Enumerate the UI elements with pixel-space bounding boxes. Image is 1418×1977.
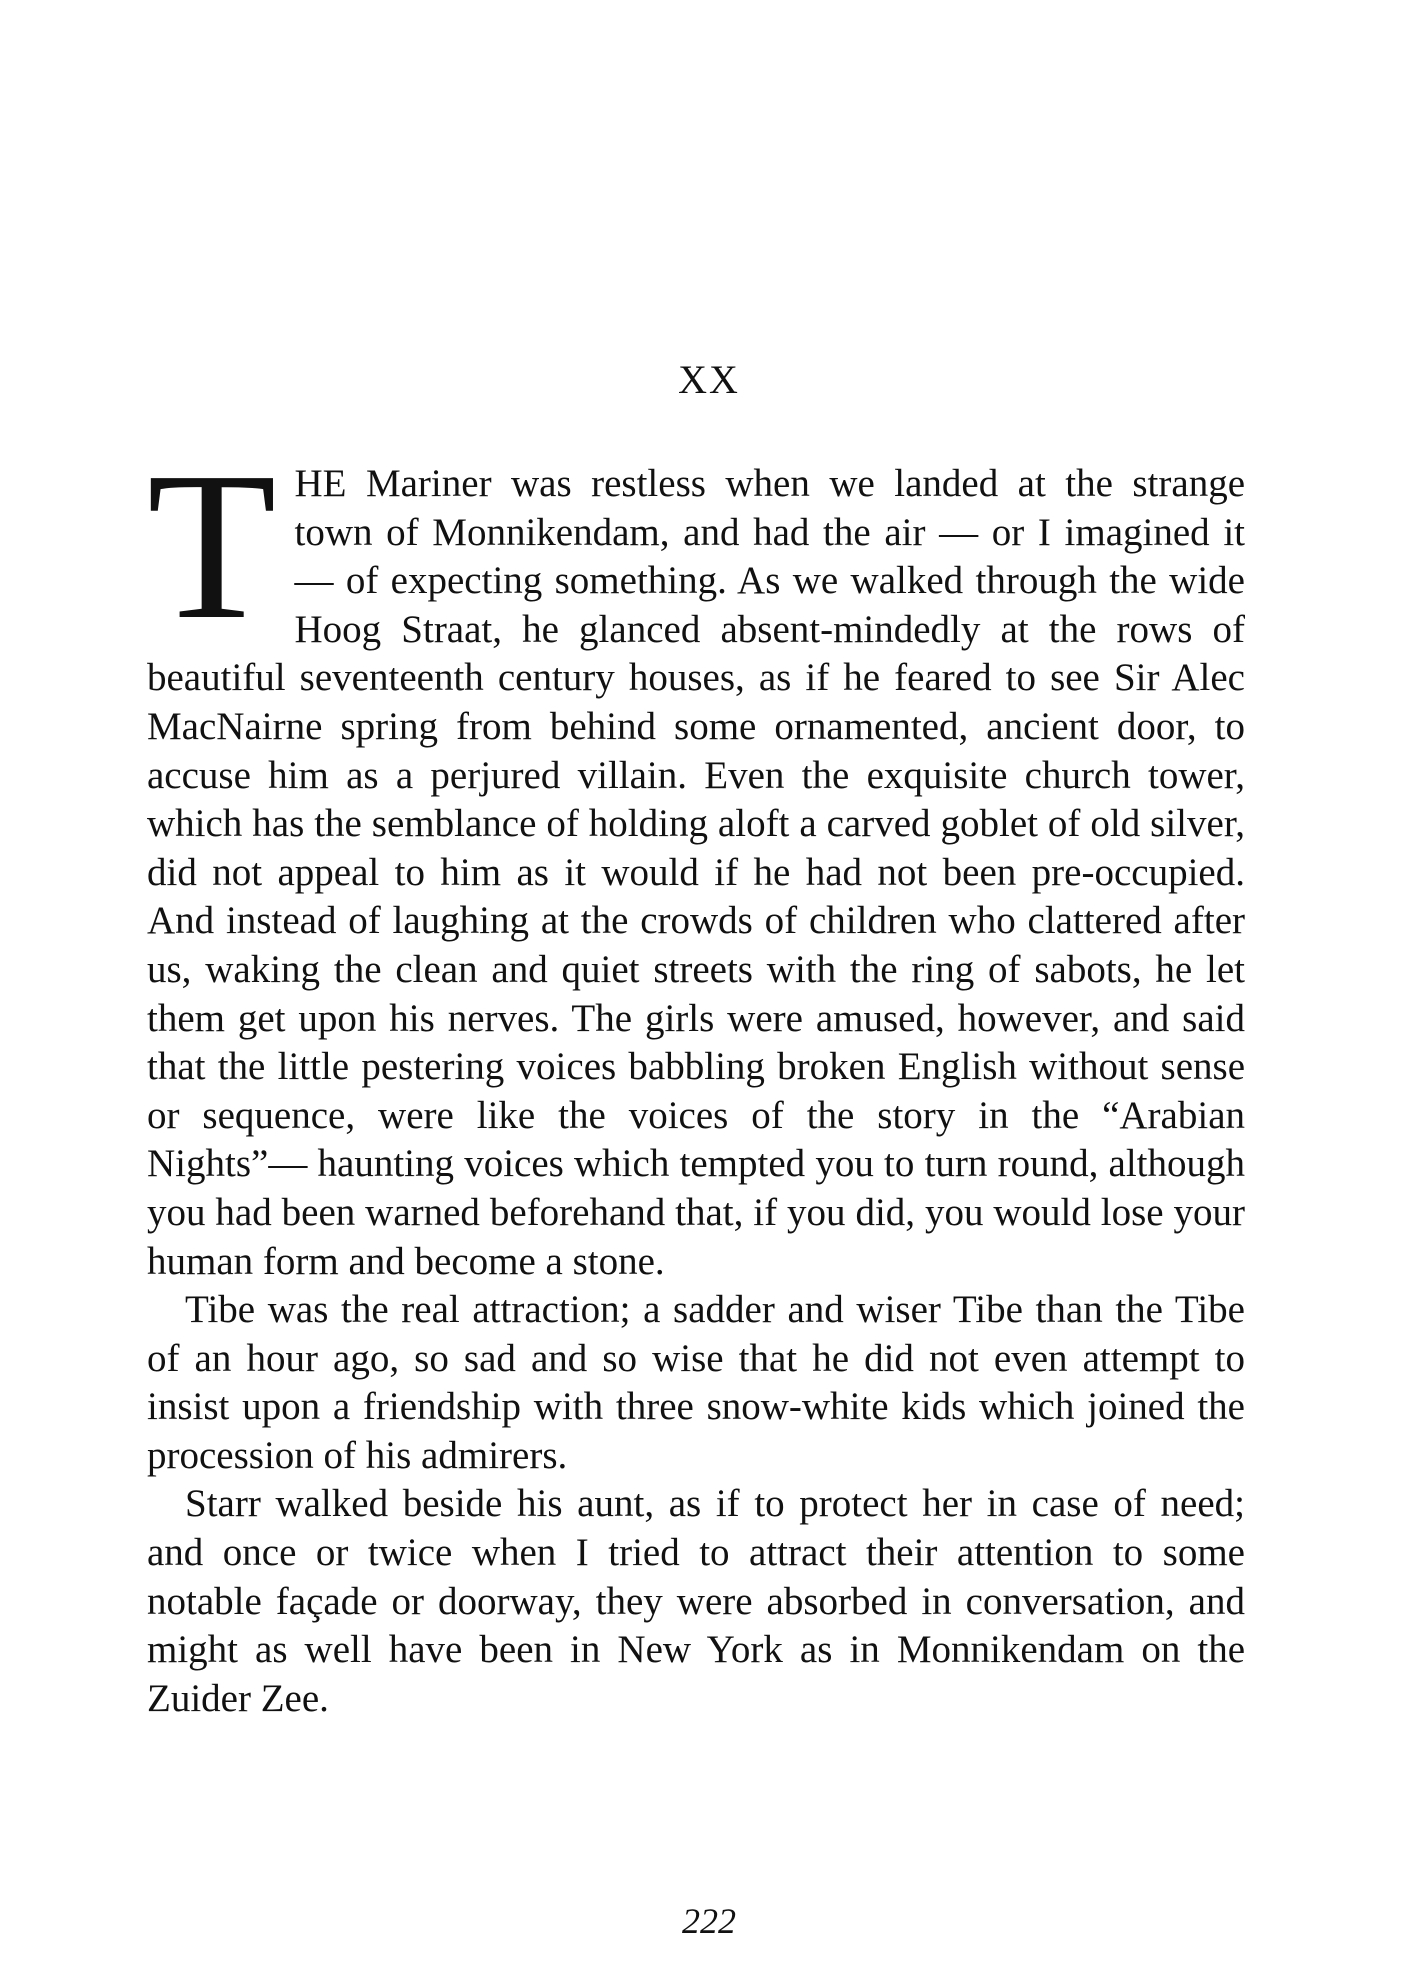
body-text <box>147 428 1245 1723</box>
page-number: 222 <box>682 1901 736 1941</box>
paragraph-1-text: HE Mariner was restless when we landed at the strange town of Monnikendam, and had the air — or I imagined it — of expecting something. As we walked through the wide Hoog Straat, he glanced absent-mindedly at the rows of beautiful seventeenth century houses, as if he feared to see Sir Alec MacNairne spring from behind some ornamented, ancient door, to accuse him as a perjured villain. Even the exquisite church tower, which has the semblance of holding aloft a carved goblet of old silver, did not appeal to him as it would if he had not been pre-occupied. And instead of laughing at the crowds of children who clattered after us, waking the clean and quiet streets with the ring of sabots, he let them get upon his nerves. The girls were amused, however, and said that the little pestering voices babbling broken English without sense or sequence, were like the voices of the story in the “Arabian Nights”— haunting voices which tempted you to turn round, although you had been warned beforehand that, if you did, you would lose your human form and become a stone. <box>147 462 1245 1283</box>
drop-cap: T <box>147 428 277 663</box>
paragraph-1 <box>147 428 1245 1286</box>
paragraph-3: Starr walked beside his aunt, as if to protect her in case of need; and once or twice when I tried to attract their attention to some notable façade or doorway, they were absorbed in conversation, and might as well have been in New York as in Monnikendam on the Zuider Zee. <box>147 1482 1245 1720</box>
paragraph-2: Tibe was the real attraction; a sadder and wiser Tibe than the Tibe of an hour ago, so sad and so wise that he did not even attempt to insist upon a friendship with three snow-white kids which joined the procession of his admirers. <box>147 1288 1245 1477</box>
chapter-heading: XX <box>678 357 740 402</box>
